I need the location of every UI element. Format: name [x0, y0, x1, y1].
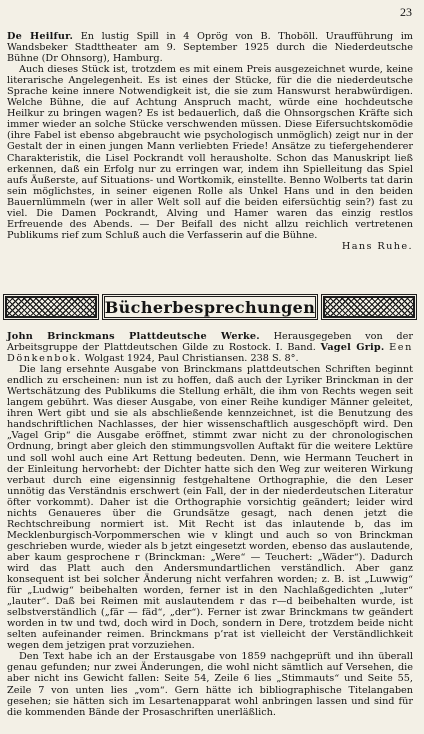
review-brinckman-body-1: Die lang ersehnte Ausgabe von Brinckmans plattdeutschen Schriften beginnt endlich zu erscheinen: nun ist zu hoffen, daß auch der Lyriker Brinckman in der Wertschätzung des Publikums die Stellung erhält, die ihm von Rechts wegen seit langem gebührt. Was dieser Ausgabe, von einer Reihe kundiger Männer geleitet, ihren Wert gibt und sie als abschließende kennzeichnet, ist die Benutzung des handschriftlichen Nachlasses, der hier wissenschaftlich ausgeschöpft wird. Den „Vagel Grip“ die Ausgabe eröffnet, stimmt zwar nicht zu der chronologischen Ordnung, bringt aber gleich den stimmungsvollen Auftakt für die weitere Lektüre und soll wohl auch eine Art Rettung bedeuten. Denn, wie Hermann Teuchert in der Einleitung hervorhebt: der Dichter hatte sich den Weg zur weiteren Wirkung verbaut durch eine eigensinnig festgehaltene Orthographie, die den Leser unnötig das Verständnis erschwert (ein Fall, der in der niederdeutschen Literatur öfter vorkommt). Daher ist die Orthographie vorsichtig geändert; leider wird nichts Genaueres über die Grundsätze gesagt, nach denen jetzt die Rechtschreibung normiert ist. Mit Recht ist das inlautende b, das im Mecklenburgisch-Vorpommerschen wie v klingt und auch so von Brinckman geschrieben wurde, wieder als b jetzt eingesetzt worden, ebenso das auslautende, aber kaum gesprochene r (Brinckman: „Were“ — Teuchert: „Wäder“). Dadurch wird das Platt auch den Andersmundartlichen verständlich. Aber ganz konsequent ist bei solcher Änderung nicht verfahren worden; z. B. ist „Luwwig“ für „Ludwig“ beibehalten worden, ferner ist in den Nachlaßgedichten „luter“ „lauter“. Daß bei Reimen mit auslautendem r das r—d beibehalten wurde, ist selbstverständlich („fär — fäd“, „der“). Ferner ist zwar Brinckmans tw geändert worden in tw und twd, doch wird in Doch, sondern in Dere, trotzdem beide nicht selten aufeinander reimen. Brinckmans p’rat ist vielleicht der Verständlichkeit wegen dem jetzigen prat vorzuziehen. — [7, 364, 413, 652]
review-heilfur-header — [7, 31, 413, 64]
book-subtitle: Een Dönkenbok. — [7, 342, 413, 365]
page-number: 23 — [400, 5, 412, 19]
right-ornament — [323, 296, 415, 318]
review-heilfur-signature: Hans Ruhe. — [341, 240, 413, 252]
review-heilfur-intro: En lustig Spill in 4 Oprög von B. Thoböll. Uraufführung im Wandsbeker Stadttheater am 9. September 1925 durch die Niederdeutsche Bühne (Dr Ohnsorg), Hamburg. — [7, 31, 413, 65]
review-brinckman-body-2: Den Text habe ich an der Erstausgabe von 1859 nachgeprüft und ihn überall genau gefunden; nur zwei Änderungen, die wohl nicht sämtlich auf Versehen, die aber nicht ins Gewicht fallen: Seite 54, Zeile 6 lies „Stimmauts“ und Seite 55, Zeile 7 von unten lies „vom“. Gern hätte ich bibliographische Titelangaben gesehen; sie hätten sich im Lesartenapparat wohl anbringen lassen und sind für die kommenden Bände der Prosaschriften unerläßlich. — [7, 651, 413, 718]
section-heading: Bücherbesprechungen — [102, 294, 319, 320]
review-brinckman — [7, 331, 413, 718]
review-brinckman-header — [7, 331, 413, 364]
left-ornament — [5, 296, 97, 318]
section-banner — [5, 293, 415, 321]
review-brinckman-title: John Brinckmans Plattdeutsche Werke. — [7, 331, 260, 342]
book-title: Vagel Grip. — [320, 342, 385, 354]
publication-info: Wolgast 1924, Paul Christiansen. 238 S. 8°. — [84, 353, 299, 365]
review-heilfur — [7, 31, 413, 252]
review-heilfur-title: De Heilfur. — [7, 31, 74, 42]
review-brinckman-intro: Herausgegeben von der Arbeitsgruppe der Plattdeutschen Gilde zu Rostock. I. Band. — [7, 331, 413, 354]
review-heilfur-body: Auch dieses Stück ist, trotzdem es mit einem Preis ausgezeichnet wurde, keine literarische Angelegenheit. Es ist eines der Stücke, für die die niederdeutsche Sprache keine innere Notwendigkeit ist, die sie zum Hanswurst herabwürdigen. Welche Bühne, die auf Achtung Anspruch macht, würde eine hochdeutsche Heilkur zu bringen wagen? Es ist bedauerlich, daß die Ohnsorgschen Kräfte sich immer wieder an solche Stücke verschwenden müssen. Diese Eifersuchtskomödie (ihre Fabel ist ebenso abgebraucht wie psychologisch unmöglich) zeigt nur in der Gestalt der in einen jungen Mann verliebten Friede! Ansätze zu tiefergehenderer Charakteristik, die Lisel Pockrandt voll herausholte. Schon das Manuskript ließ erkennen, daß ein Erfolg nur zu erringen war, indem ihn Spielleitung das Spiel aufs Äußerste, auf Situations- und Wortkomik, einstellte. Benno Wolberts tat darin sein möglichstes, in seiner eigenen Rolle als Unkel Hans und in den beiden Bauernlümmeln (wer in aller Welt soll auf die beiden eifersüchtig sein?) fast zu viel. Die Damen Pockrandt, Alving und Hamer waren das einzig restlos Erfreuende des Abends. — Der Beifall des nicht allzu reichlich vertretenen Publikums rief zum Schluß auch die Verfasserin auf die Bühne. — [7, 64, 413, 241]
